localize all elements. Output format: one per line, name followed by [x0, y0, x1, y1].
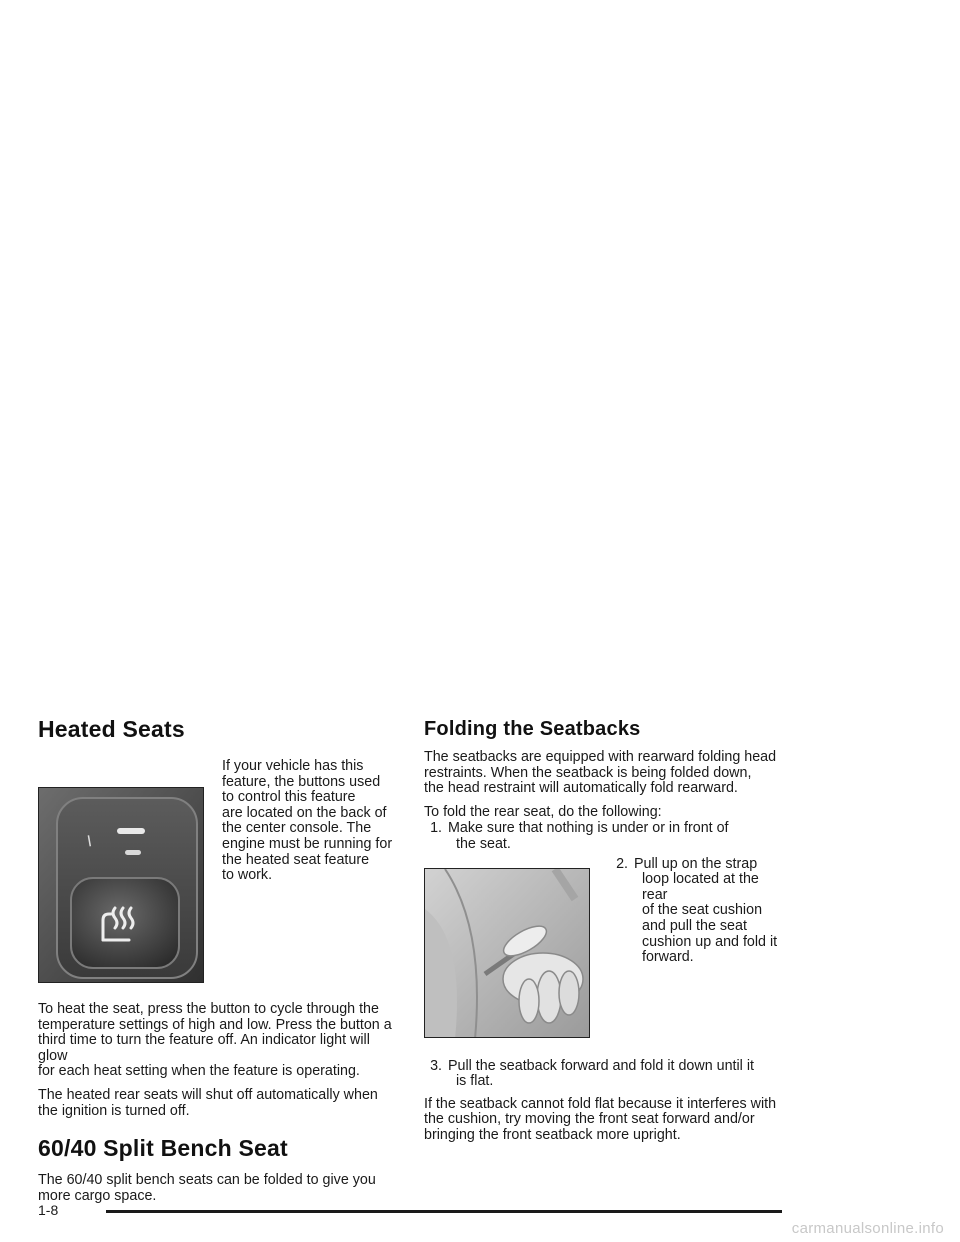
step-line: is flat. [456, 1073, 494, 1090]
step-line: forward. [642, 949, 694, 966]
step-line: Make sure that nothing is under or in front of [448, 820, 729, 837]
folding-step-3 [424, 1059, 784, 1090]
heated-seat-button-illustration [39, 788, 204, 983]
folding-figure-row [424, 857, 784, 1031]
heated-seats-side-line: to work. [222, 867, 273, 884]
heated-seats-paragraph-1 [38, 1002, 394, 1080]
step-number: 3. [430, 1057, 442, 1074]
step-line: and pull the seat [642, 917, 747, 934]
heated-seats-side-line: are located on the back of [222, 804, 387, 821]
heated-seats-paragraph-2 [38, 1088, 394, 1119]
text-line: for each heat setting when the feature is operating. [38, 1063, 360, 1080]
heated-seat-button-photo [38, 787, 204, 983]
folding-outro-paragraph [424, 1097, 784, 1144]
text-line: To heat the seat, press the button to cycle through the [38, 1001, 379, 1017]
text-line: more cargo space. [38, 1187, 157, 1204]
text-line: the cushion, try moving the front seat forward and/or [424, 1111, 755, 1128]
step-line: loop located at the rear [642, 871, 759, 903]
heated-seats-side-line: the heated seat feature [222, 851, 370, 868]
heated-seats-side-text [222, 759, 394, 884]
left-column [38, 716, 394, 1204]
text-line: The 60/40 split bench seats can be folded to give you [38, 1172, 376, 1189]
folding-lead: To fold the rear seat, do the following: [424, 803, 662, 820]
watermark: carmanualsonline.info [791, 1220, 944, 1237]
text-line: The heated rear seats will shut off automatically when [38, 1086, 378, 1103]
page-number: 1-8 [38, 1202, 59, 1218]
heated-seats-side-line: feature, the buttons used [222, 773, 381, 790]
right-column [424, 716, 784, 1144]
heated-seats-heading: Heated Seats [38, 716, 185, 742]
step-line: the seat. [456, 835, 511, 852]
folding-step-1 [424, 821, 784, 852]
footer-rule [106, 1210, 782, 1213]
heated-seats-figure-row [38, 759, 394, 987]
text-line: If the seatback cannot fold flat because it interferes with [424, 1095, 777, 1112]
folding-intro-paragraph [424, 750, 784, 797]
folding-seatbacks-heading: Folding the Seatbacks [424, 718, 641, 740]
step-number: 2. [616, 855, 628, 872]
strap-loop-illustration [425, 869, 590, 1038]
text-line: The seatbacks are equipped with rearward folding head [424, 749, 777, 765]
heated-seats-side-line: engine must be running for [222, 835, 393, 852]
svg-text:I: I [85, 833, 94, 851]
text-line: the ignition is turned off. [38, 1102, 190, 1119]
strap-loop-photo [424, 868, 590, 1038]
text-line: temperature settings of high and low. Press the button a [38, 1016, 392, 1033]
step-line: Pull up on the strap [634, 855, 758, 872]
text-line: restraints. When the seatback is being folded down, [424, 764, 752, 781]
heated-seats-side-line: to control this feature [222, 789, 356, 806]
text-line: bringing the front seatback more upright. [424, 1126, 681, 1143]
heated-seats-side-line: If your vehicle has this [222, 758, 364, 774]
split-bench-paragraph [38, 1173, 394, 1204]
folding-step-2 [610, 857, 780, 966]
split-bench-heading: 60/40 Split Bench Seat [38, 1135, 288, 1162]
heated-seats-side-line: the center console. The [222, 820, 372, 837]
step-number: 1. [430, 820, 442, 837]
step-line: of the seat cushion [642, 902, 763, 919]
step-line: Pull the seatback forward and fold it down until it [448, 1057, 754, 1074]
step-line: cushion up and fold it [642, 933, 778, 950]
text-line: the head restraint will automatically fold rearward. [424, 780, 738, 797]
text-line: third time to turn the feature off. An indicator light will glow [38, 1032, 370, 1064]
